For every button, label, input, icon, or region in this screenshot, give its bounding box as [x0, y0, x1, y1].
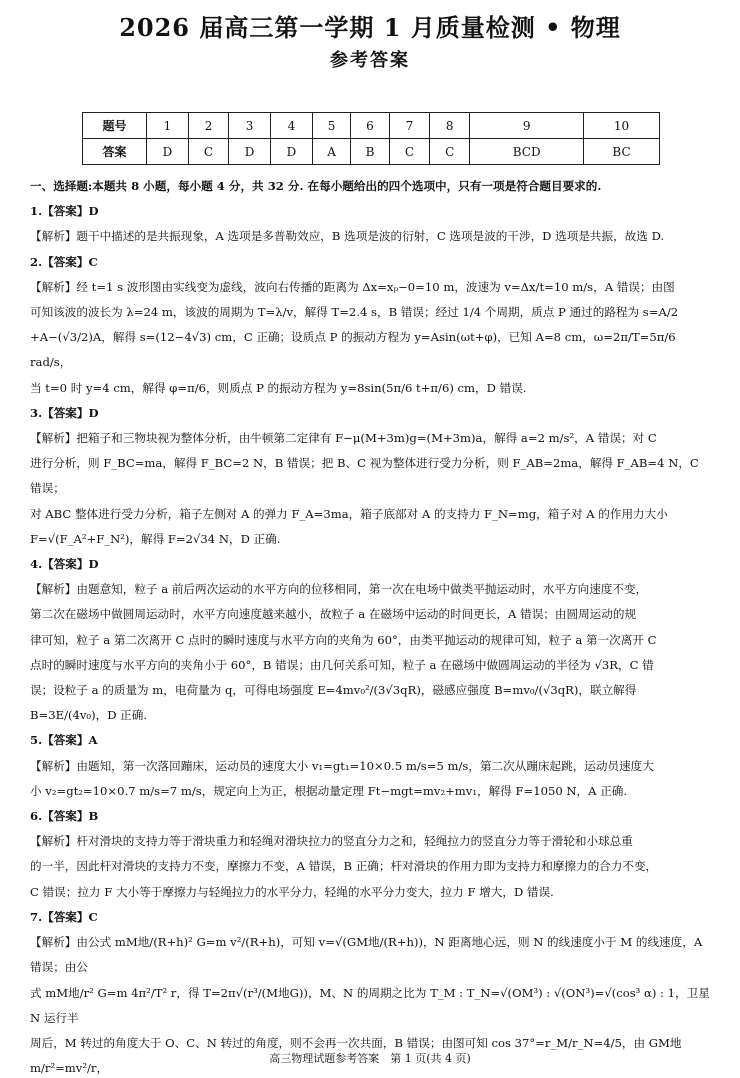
- table-cell: C: [389, 139, 429, 165]
- page-subtitle: 参考答案: [330, 50, 410, 71]
- question-answer-heading: 1.【答案】D: [30, 204, 99, 219]
- question-answer-heading: 5.【答案】A: [30, 733, 98, 748]
- table-cell: 2: [188, 113, 228, 139]
- table-cell: 9: [470, 113, 584, 139]
- explanation-line: 式 mM地/r² G=m 4π²/T² r，得 T=2π√(r³/(M地G))，M、N 的周期之比为 T_M : T_N=√(OM³) : √(ON³)=√(cos³ α) : 1，卫星 N 运行半: [30, 985, 710, 1025]
- explanation-line: 【解析】由题意知，粒子 a 前后两次运动的水平方向的位移相同，第一次在电场中做类平抛运动时，水平方向速度不变，: [30, 582, 648, 597]
- table-cell: 8: [430, 113, 470, 139]
- table-cell: BCD: [470, 139, 584, 165]
- table-cell: 6: [351, 113, 390, 139]
- explanation-line: 【解析】由题知，第一次落回蹦床，运动员的速度大小 v₁=gt₁=10×0.5 m/s=5 m/s，第二次从蹦床起跳，运动员速度大: [30, 758, 654, 773]
- table-cell: 10: [584, 113, 660, 139]
- explanation-line: 可知该波的波长为 λ=24 m，该波的周期为 T=λ/v，解得 T=2.4 s，B 错误；经过 1/4 个周期，质点 P 通过的路程为 s=A/2: [30, 305, 679, 320]
- explanation-line: 周后，M 转过的角度大于 O、C、N 转过的角度，则不会再一次共面，B 错误；由图可知 cos 37°=r_M/r_N=4/5，由 GM地m/r²=mv²/r，: [30, 1035, 682, 1076]
- explanation-line: 误；设粒子 a 的质量为 m，电荷量为 q，可得电场强度 E=4mv₀²/(3√3qR)，磁感应强度 B=mv₀/(√3qR)，联立解得 B=3E/(4v₀)，D 正确.: [30, 683, 637, 723]
- explanation-line: 【解析】经 t=1 s 波形图由实线变为虚线，波向右传播的距离为 Δx=xₚ−0=10 m，波速为 v=Δx/t=10 m/s，A 错误；由图: [30, 279, 675, 294]
- row-label-answer: 答案: [83, 139, 147, 165]
- question-answer-heading: 4.【答案】D: [30, 557, 99, 572]
- question-answer-heading: 6.【答案】B: [30, 809, 99, 824]
- explanation-line: 的一半，因此杆对滑块的支持力不变，摩擦力不变，A 错误，B 正确；杆对滑块的作用力即为支持力和摩擦力的合力不变，: [30, 859, 658, 874]
- answer-table-number-row: [83, 113, 660, 139]
- explanation-line: 【解析】杆对滑块的支持力等于滑块重力和轻绳对滑块拉力的竖直分力之和，轻绳拉力的竖直分力等于滑轮和小球总重: [30, 834, 633, 849]
- table-cell: 5: [312, 113, 350, 139]
- explanation-line: 【解析】把箱子和三物块视为整体分析，由牛顿第二定律有 F−μ(M+3m)g=(M+3m)a，解得 a=2 m/s²，A 错误；对 C: [30, 431, 657, 446]
- table-cell: C: [188, 139, 228, 165]
- page-footer: 高三物理试题参考答案 第 1 页(共 4 页): [269, 1052, 471, 1065]
- question-block-1: [30, 199, 712, 249]
- question-answer-heading: 2.【答案】C: [30, 254, 98, 269]
- table-cell: D: [271, 139, 313, 165]
- table-cell: D: [147, 139, 189, 165]
- table-cell: C: [430, 139, 470, 165]
- table-cell: BC: [584, 139, 660, 165]
- question-block-4: [30, 552, 712, 728]
- table-cell: D: [229, 139, 271, 165]
- table-cell: A: [312, 139, 350, 165]
- explanation-line: 对 ABC 整体进行受力分析，箱子左侧对 A 的弹力 F_A=3ma，箱子底部对 A 的支持力 F_N=mg，箱子对 A 的作用力大小: [30, 506, 668, 521]
- question-block-5: [30, 728, 712, 804]
- answer-table: [82, 112, 660, 165]
- explanation-line: +A−(√3/2)A，解得 s=(12−4√3) cm，C 正确；设质点 P 的振动方程为 y=Asin(ωt+φ)，已知 A=8 cm，ω=2π/T=5π/6 rad/s，: [30, 330, 676, 370]
- solutions-body: [30, 174, 712, 1078]
- question-answer-heading: 7.【答案】C: [30, 909, 98, 924]
- question-block-6: [30, 804, 712, 905]
- explanation-line: 当 t=0 时 y=4 cm，解得 φ=π/6，则质点 P 的振动方程为 y=8sin(5π/6 t+π/6) cm，D 错误.: [30, 380, 527, 395]
- table-cell: B: [351, 139, 390, 165]
- explanation-line: 点时的瞬时速度与水平方向的夹角小于 60°，B 错误；由几何关系可知，粒子 a 在磁场中做圆周运动的半径为 √3R，C 错: [30, 657, 654, 672]
- explanation-line: 第二次在磁场中做圆周运动时，水平方向速度越来越小，故粒子 a 在磁场中运动的时间更长，A 错误；由圆周运动的规: [30, 607, 637, 622]
- question-block-2: [30, 250, 712, 401]
- explanation-line: F=√(F_A²+F_N²)，解得 F=2√34 N，D 正确.: [30, 531, 281, 546]
- answer-table-answer-row: [83, 139, 660, 165]
- explanation-line: 小 v₂=gt₂=10×0.7 m/s=7 m/s，规定向上为正，根据动量定理 Ft−mgt=mv₂+mv₁，解得 F=1050 N，A 正确.: [30, 783, 628, 798]
- table-cell: 1: [147, 113, 189, 139]
- explanation-line: C 错误；拉力 F 大小等于摩擦力与轻绳拉力的水平分力，轻绳的水平分力变大，拉力 F 增大，D 错误.: [30, 884, 554, 899]
- explanation-line: 【解析】由公式 mM地/(R+h)² G=m v²/(R+h)，可知 v=√(GM地/(R+h))，N 距离地心远，则 N 的线速度小于 M 的线速度，A 错误；由公: [30, 935, 703, 975]
- question-answer-heading: 3.【答案】D: [30, 405, 99, 420]
- table-cell: 4: [271, 113, 313, 139]
- question-block-3: [30, 401, 712, 552]
- explanation-line: 进行分析，则 F_BC=ma，解得 F_BC=2 N，B 错误；把 B、C 视为整体进行受力分析，则 F_AB=2ma，解得 F_AB=4 N，C 错误；: [30, 456, 699, 496]
- table-cell: 3: [229, 113, 271, 139]
- explanation-line: 律可知，粒子 a 第二次离开 C 点时的瞬时速度与水平方向的夹角为 60°，由类平抛运动的规律可知，粒子 a 第一次离开 C: [30, 632, 657, 647]
- row-label-number: 题号: [83, 113, 147, 139]
- section-heading: 一、选择题:本题共 8 小题，每小题 4 分，共 32 分. 在每小题给出的四个选项中，只有一项是符合题目要求的.: [30, 179, 602, 193]
- explanation-line: 【解析】题干中描述的是共振现象，A 选项是多普勒效应，B 选项是波的衍射，C 选项是波的干涉，D 选项是共振，故选 D.: [30, 229, 665, 244]
- table-cell: 7: [389, 113, 429, 139]
- page-title: 2026 届高三第一学期 1 月质量检测 • 物理: [119, 13, 621, 42]
